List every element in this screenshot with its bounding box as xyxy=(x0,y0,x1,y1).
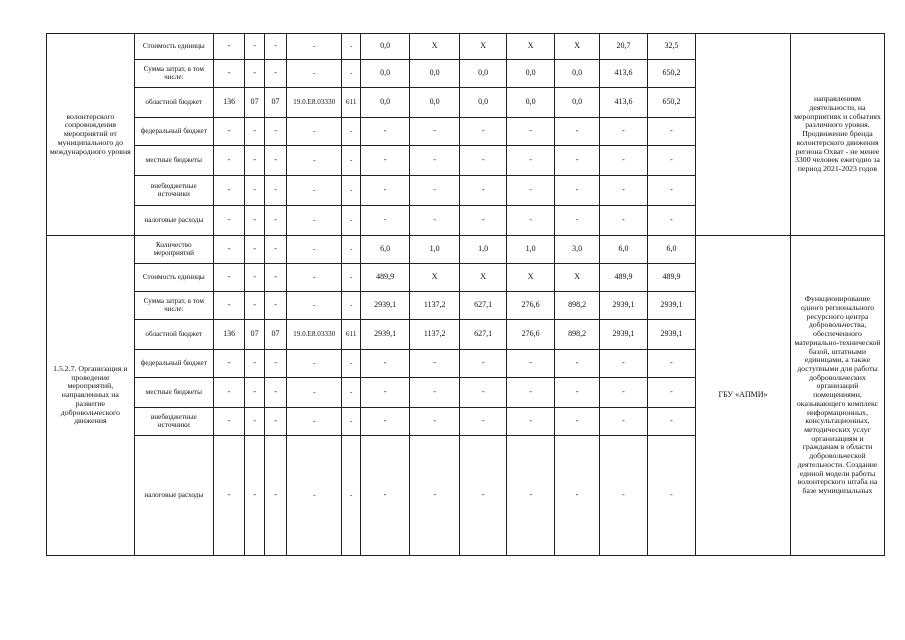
table-cell: - xyxy=(265,350,287,378)
table-cell: 276,6 xyxy=(507,320,555,350)
table-cell: 0,0 xyxy=(361,34,410,60)
table-cell: 898,2 xyxy=(555,320,600,350)
table-cell: - xyxy=(648,436,696,556)
table-cell: - xyxy=(555,118,600,146)
row-label: внебюджетные источники xyxy=(134,408,213,436)
table-cell: - xyxy=(265,436,287,556)
table-cell: - xyxy=(213,378,244,408)
table-cell: - xyxy=(245,118,265,146)
table-cell: - xyxy=(265,236,287,264)
table-cell: 1137,2 xyxy=(410,320,460,350)
table-cell: - xyxy=(265,378,287,408)
table-cell: - xyxy=(555,378,600,408)
expected-result-cell: направлениям деятельности, на мероприятиях и событиях различного уровня. Продвижение бренда волонтерского движения региона Охват - не менее 3300 человек ежегодно за период 2021-2023 годов xyxy=(790,34,884,236)
table-cell: 0,0 xyxy=(507,88,555,118)
table-cell: - xyxy=(410,118,460,146)
table-cell: - xyxy=(460,206,507,236)
table-cell: - xyxy=(342,118,361,146)
table-cell: - xyxy=(245,176,265,206)
table-cell: - xyxy=(245,206,265,236)
table-cell: 2939,1 xyxy=(600,320,648,350)
table-cell: - xyxy=(287,408,342,436)
table-cell: - xyxy=(460,436,507,556)
table-cell: - xyxy=(265,60,287,88)
table-cell: - xyxy=(410,436,460,556)
table-cell: 489,9 xyxy=(648,264,696,292)
table-cell: X xyxy=(410,264,460,292)
table-cell: 6,0 xyxy=(361,236,410,264)
table-cell: - xyxy=(213,176,244,206)
row-label: федеральный бюджет xyxy=(134,118,213,146)
table-cell: - xyxy=(555,146,600,176)
table-cell: 0,0 xyxy=(410,60,460,88)
table-cell: 6,0 xyxy=(600,236,648,264)
table-cell: - xyxy=(265,176,287,206)
row-label: Сумма затрат, в том числе: xyxy=(134,292,213,320)
table-cell: - xyxy=(287,206,342,236)
table-cell: - xyxy=(361,118,410,146)
table-cell: - xyxy=(265,408,287,436)
row-label: Стоимость единицы xyxy=(134,264,213,292)
table-cell: - xyxy=(507,146,555,176)
table-cell: - xyxy=(342,264,361,292)
table-cell: - xyxy=(361,176,410,206)
table-cell: - xyxy=(600,350,648,378)
table-cell: - xyxy=(648,206,696,236)
table-cell: - xyxy=(342,292,361,320)
table-cell: X xyxy=(507,34,555,60)
table-cell: - xyxy=(555,176,600,206)
table-cell: - xyxy=(265,118,287,146)
table-cell: 0,0 xyxy=(460,88,507,118)
table-row xyxy=(47,34,885,60)
table-cell: - xyxy=(213,34,244,60)
table-cell: - xyxy=(648,408,696,436)
table-cell: 627,1 xyxy=(460,292,507,320)
table-cell: - xyxy=(648,176,696,206)
table-cell: - xyxy=(245,60,265,88)
table-cell: 0,0 xyxy=(361,88,410,118)
table-cell: 0,0 xyxy=(555,88,600,118)
table-cell: 2939,1 xyxy=(361,292,410,320)
expected-result-cell: Функционирование одного регионального ресурсного центра добровольчества, обеспеченного материально-технической базой, штатными единицами, а также доступными для работы добровольческих организаций помещениями, оказывающего комплекс информационных, консультационных, методических услуг организациям и гражданам в области добровольческой деятельности. Создание единой модели работы волонтерского штаба на базе муниципальных xyxy=(790,236,884,556)
table-cell: - xyxy=(507,118,555,146)
table-cell: - xyxy=(600,146,648,176)
table-cell: - xyxy=(213,350,244,378)
table-cell: 32,5 xyxy=(648,34,696,60)
table-body xyxy=(47,34,885,556)
row-label: федеральный бюджет xyxy=(134,350,213,378)
table-cell: - xyxy=(213,60,244,88)
row-label: местные бюджеты xyxy=(134,146,213,176)
table-cell: - xyxy=(410,176,460,206)
table-cell: - xyxy=(265,292,287,320)
table-cell: - xyxy=(245,378,265,408)
table-cell: 0,0 xyxy=(555,60,600,88)
table-cell: 3,0 xyxy=(555,236,600,264)
table-cell: - xyxy=(342,34,361,60)
row-label: Количество мероприятий xyxy=(134,236,213,264)
table-cell: X xyxy=(410,34,460,60)
table-cell: 1,0 xyxy=(410,236,460,264)
table-cell: - xyxy=(342,350,361,378)
table-cell: - xyxy=(648,118,696,146)
table-cell: - xyxy=(507,378,555,408)
table-cell: 650,2 xyxy=(648,88,696,118)
table-cell: - xyxy=(265,34,287,60)
table-cell: - xyxy=(213,236,244,264)
table-cell: - xyxy=(287,350,342,378)
row-label: местные бюджеты xyxy=(134,378,213,408)
table-cell: X xyxy=(460,34,507,60)
table-cell: - xyxy=(342,146,361,176)
table-cell: 489,9 xyxy=(600,264,648,292)
table-cell: X xyxy=(507,264,555,292)
table-cell: - xyxy=(410,206,460,236)
table-cell: - xyxy=(507,176,555,206)
table-cell: 07 xyxy=(245,88,265,118)
table-cell: - xyxy=(287,60,342,88)
table-cell: - xyxy=(213,408,244,436)
table-cell: - xyxy=(361,408,410,436)
table-cell: 07 xyxy=(245,320,265,350)
table-cell: - xyxy=(213,206,244,236)
table-cell: - xyxy=(342,176,361,206)
table-cell: - xyxy=(342,408,361,436)
table-cell: - xyxy=(460,176,507,206)
table-cell: - xyxy=(361,436,410,556)
table-cell: 0,0 xyxy=(410,88,460,118)
table-cell: - xyxy=(648,350,696,378)
table-cell: - xyxy=(555,350,600,378)
budget-table xyxy=(46,33,885,556)
table-cell: 07 xyxy=(265,320,287,350)
table-cell: - xyxy=(287,436,342,556)
table-cell: - xyxy=(361,206,410,236)
table-cell: - xyxy=(648,146,696,176)
table-cell: - xyxy=(265,146,287,176)
table-cell: - xyxy=(342,206,361,236)
table-cell: - xyxy=(507,408,555,436)
table-cell: - xyxy=(600,118,648,146)
table-cell: 611 xyxy=(342,88,361,118)
table-cell: 6,0 xyxy=(648,236,696,264)
table-cell: - xyxy=(507,350,555,378)
table-cell: X xyxy=(460,264,507,292)
row-label: внебюджетные источники xyxy=(134,176,213,206)
executor-cell xyxy=(696,34,791,236)
table-cell: - xyxy=(265,206,287,236)
table-cell: - xyxy=(600,378,648,408)
table-cell: - xyxy=(507,206,555,236)
table-cell: - xyxy=(507,436,555,556)
table-cell: 1137,2 xyxy=(410,292,460,320)
table-cell: 2939,1 xyxy=(648,292,696,320)
table-cell: - xyxy=(245,264,265,292)
table-cell: - xyxy=(245,292,265,320)
table-cell: - xyxy=(342,436,361,556)
table-cell: - xyxy=(361,378,410,408)
table-cell: - xyxy=(460,350,507,378)
table-cell: 0,0 xyxy=(460,60,507,88)
table-cell: - xyxy=(245,436,265,556)
table-cell: - xyxy=(287,264,342,292)
table-cell: - xyxy=(213,146,244,176)
table-cell: - xyxy=(245,350,265,378)
row-label: областной бюджет xyxy=(134,88,213,118)
table-cell: 20,7 xyxy=(600,34,648,60)
table-cell: 2939,1 xyxy=(600,292,648,320)
table-cell: - xyxy=(648,378,696,408)
table-cell: - xyxy=(213,292,244,320)
table-cell: - xyxy=(342,378,361,408)
table-cell: - xyxy=(287,292,342,320)
table-cell: - xyxy=(600,206,648,236)
table-cell: 1,0 xyxy=(460,236,507,264)
table-cell: - xyxy=(245,408,265,436)
event-name-cell: 1.5.2.7. Организация и проведение мероприятий, направленных на развитие добровольческого движения xyxy=(47,236,135,556)
table-cell: 611 xyxy=(342,320,361,350)
table-cell: 413,6 xyxy=(600,88,648,118)
table-cell: - xyxy=(245,34,265,60)
table-cell: - xyxy=(213,436,244,556)
table-cell: 650,2 xyxy=(648,60,696,88)
table-cell: - xyxy=(555,408,600,436)
row-label: областной бюджет xyxy=(134,320,213,350)
table-cell: - xyxy=(555,436,600,556)
table-cell: 0,0 xyxy=(507,60,555,88)
table-cell: - xyxy=(342,236,361,264)
table-cell: - xyxy=(342,60,361,88)
table-cell: 2939,1 xyxy=(648,320,696,350)
table-cell: - xyxy=(600,408,648,436)
table-cell: - xyxy=(555,206,600,236)
row-label: налоговые расходы xyxy=(134,436,213,556)
table-cell: 489,9 xyxy=(361,264,410,292)
row-label: Стоимость единицы xyxy=(134,34,213,60)
row-label: Сумма затрат, в том числе: xyxy=(134,60,213,88)
table-cell: - xyxy=(460,118,507,146)
table-cell: X xyxy=(555,264,600,292)
table-cell: - xyxy=(460,378,507,408)
table-cell: 276,6 xyxy=(507,292,555,320)
table-cell: - xyxy=(600,176,648,206)
table-cell: 413,6 xyxy=(600,60,648,88)
table-row xyxy=(47,236,885,264)
table-cell: - xyxy=(410,350,460,378)
table-cell: 898,2 xyxy=(555,292,600,320)
table-cell: 2939,1 xyxy=(361,320,410,350)
table-cell: - xyxy=(213,264,244,292)
table-cell: - xyxy=(287,146,342,176)
table-cell: - xyxy=(460,408,507,436)
table-cell: - xyxy=(600,436,648,556)
table-cell: - xyxy=(410,408,460,436)
table-cell: - xyxy=(410,146,460,176)
table-cell: 19.0.E8.03330 xyxy=(287,88,342,118)
table-cell: - xyxy=(245,146,265,176)
table-cell: 07 xyxy=(265,88,287,118)
table-cell: - xyxy=(287,378,342,408)
table-cell: - xyxy=(410,378,460,408)
table-cell: - xyxy=(213,118,244,146)
table-cell: - xyxy=(460,146,507,176)
table-cell: - xyxy=(361,146,410,176)
table-cell: - xyxy=(287,34,342,60)
table-cell: - xyxy=(245,236,265,264)
table-cell: 0,0 xyxy=(361,60,410,88)
table-cell: 136 xyxy=(213,320,244,350)
row-label: налоговые расходы xyxy=(134,206,213,236)
table-cell: - xyxy=(287,176,342,206)
table-cell: X xyxy=(555,34,600,60)
table-cell: 19.0.E8.03330 xyxy=(287,320,342,350)
executor-cell: ГБУ «АПМИ» xyxy=(696,236,791,556)
table-cell: 627,1 xyxy=(460,320,507,350)
table-cell: - xyxy=(287,236,342,264)
table-cell: 136 xyxy=(213,88,244,118)
table-cell: - xyxy=(361,350,410,378)
table-cell: 1,0 xyxy=(507,236,555,264)
table-cell: - xyxy=(287,118,342,146)
table-cell: - xyxy=(265,264,287,292)
event-name-cell: волонтерского сопровождения мероприятий от муниципального до международного уровня xyxy=(47,34,135,236)
